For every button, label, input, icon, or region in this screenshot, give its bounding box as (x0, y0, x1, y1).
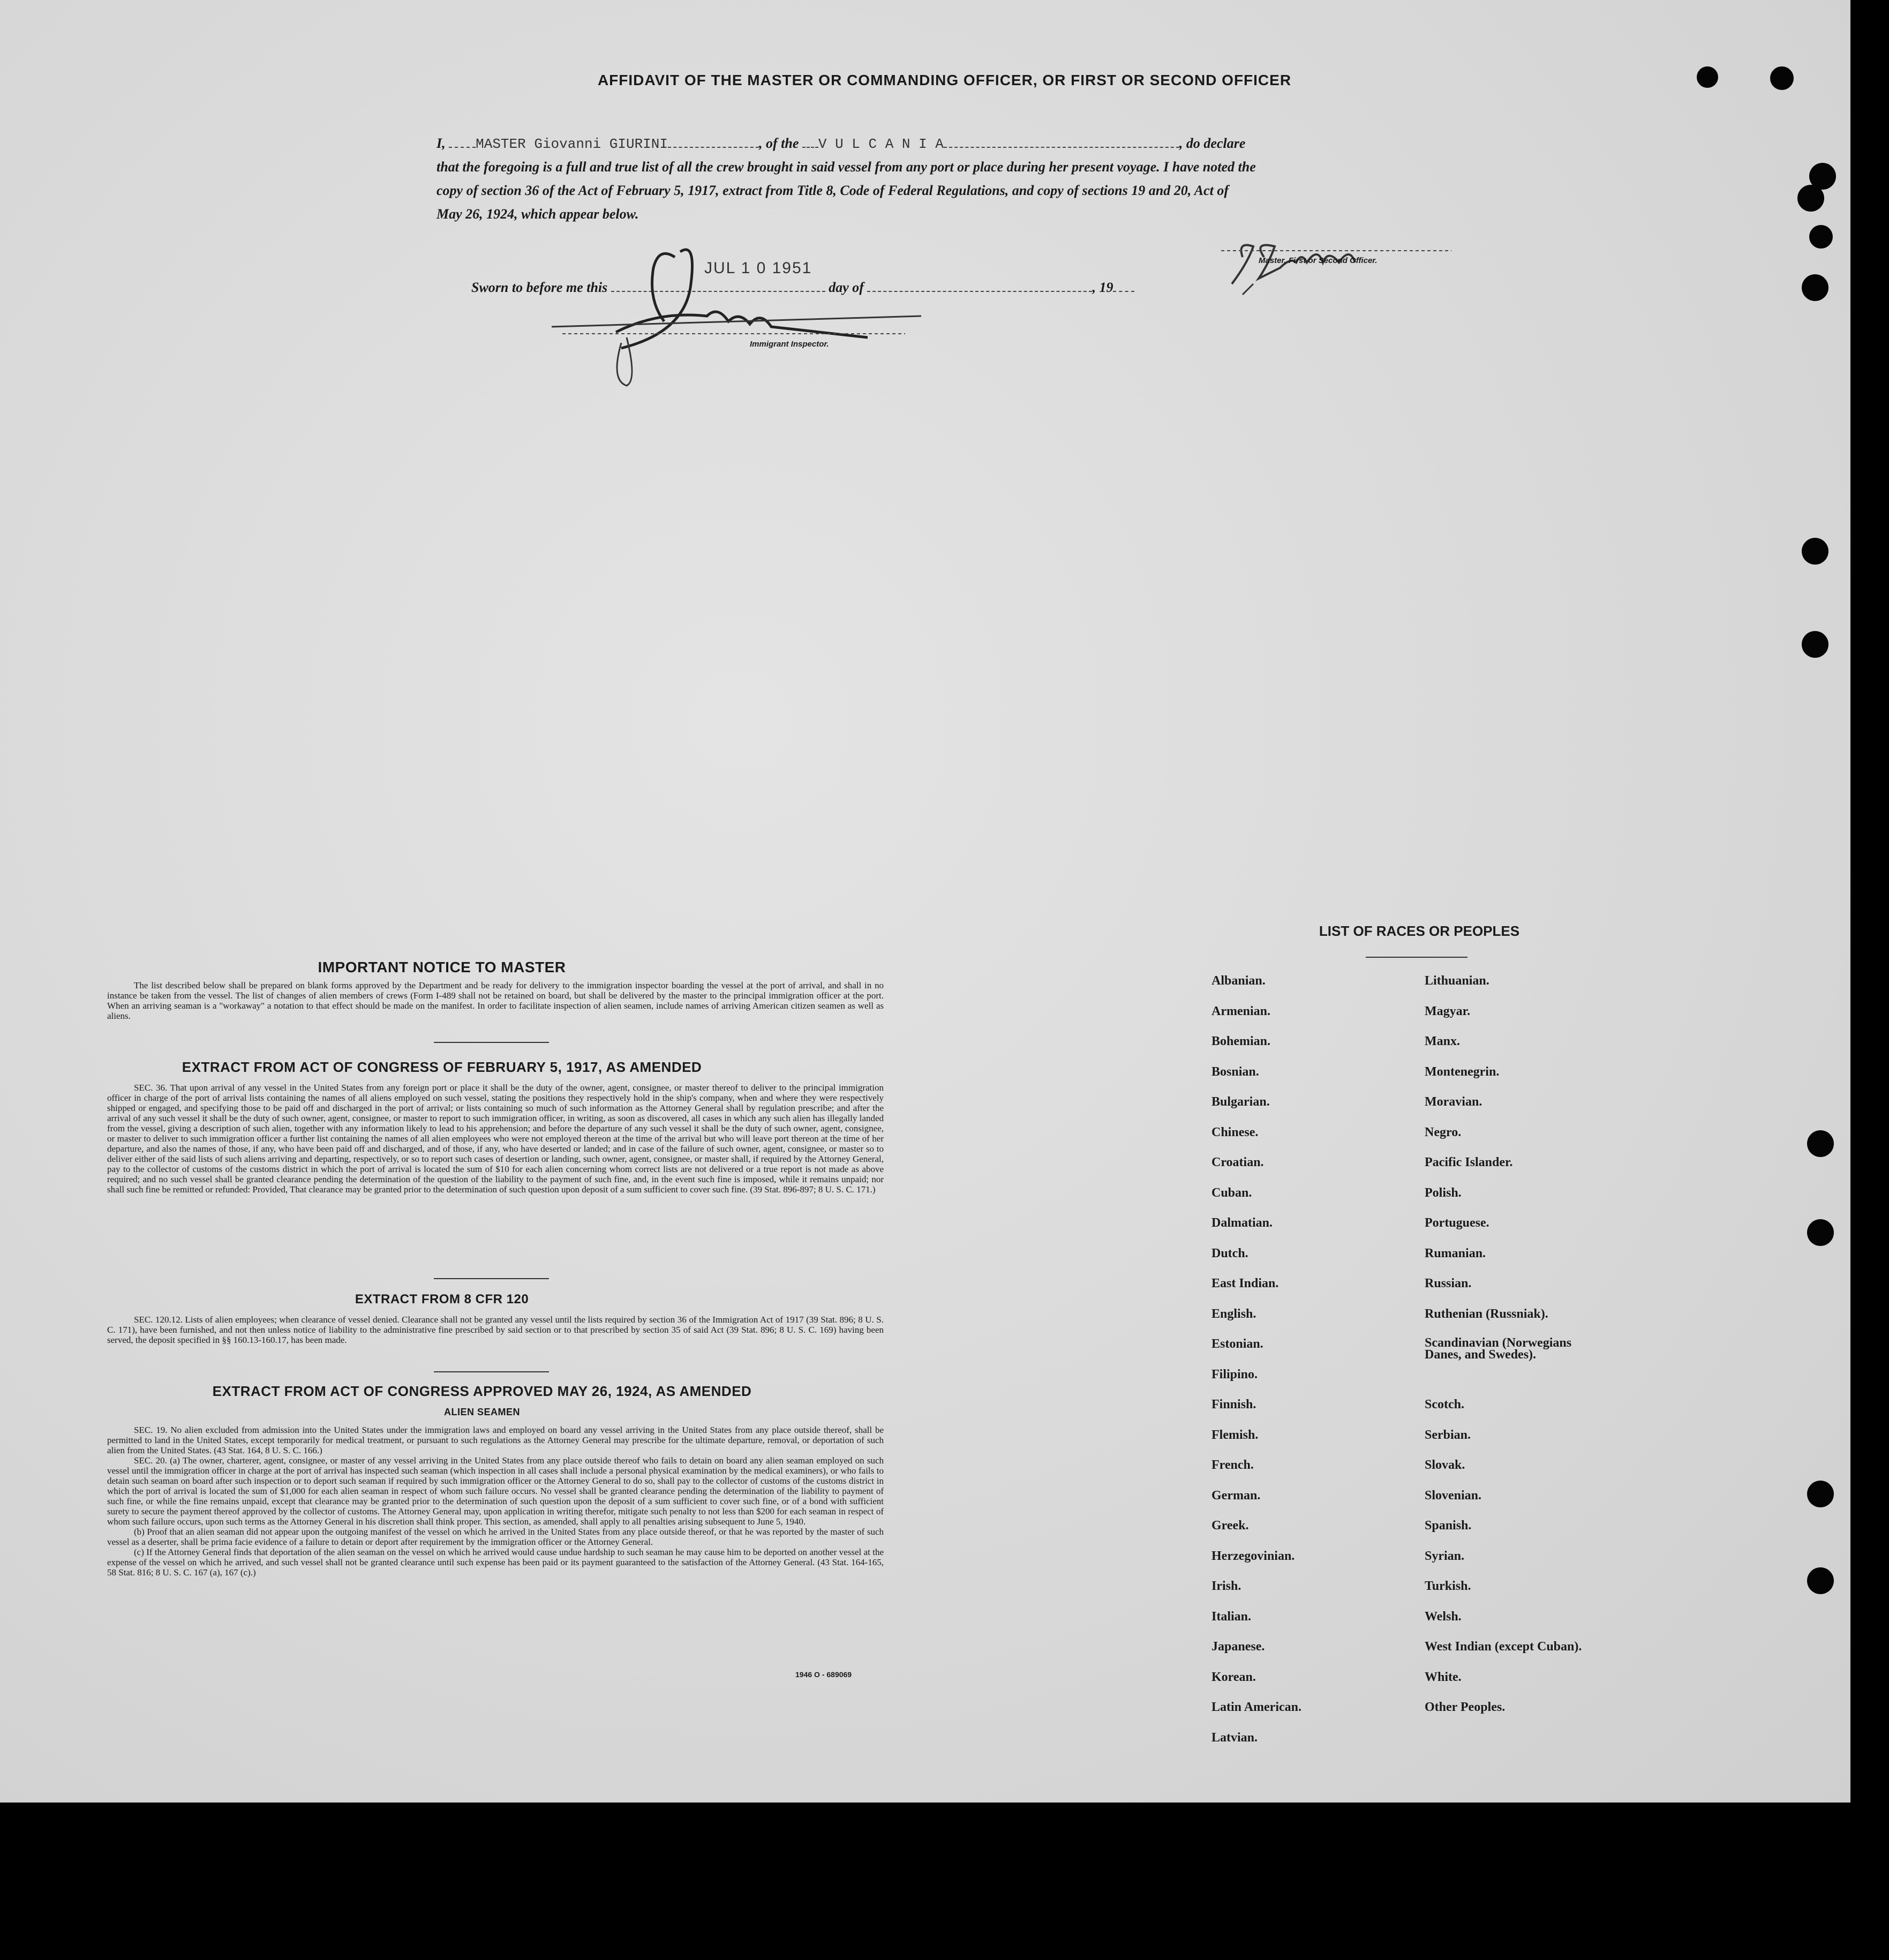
race-item: Cuban. (1211, 1185, 1252, 1200)
extract-1917-title: EXTRACT FROM ACT OF CONGRESS OF FEBRUARY 5, 1917, AS AMENDED (182, 1059, 702, 1075)
race-item: Dalmatian. (1211, 1216, 1273, 1230)
race-item: Armenian. (1211, 1004, 1270, 1018)
officer-name: MASTER Giovanni GIURINI (476, 136, 668, 152)
section-20a: SEC. 20. (a) The owner, charterer, agent, consignee, or master of any vessel arriving in the United States from any place outside thereof who fails to detain on board any alien seaman employed on such vessel until the immigration officer in charge at the port of arrival has inspected such seaman (which inspection in all cases shall include a personal physical examination by the medical examiners), or who fails to detain such seaman on board after such inspection or to deport such seaman if required by such immigration officer or the Attorney General to do so, shall pay to the collector of customs of the customs district in which the port of arrival is located the sum of $1,000 for each alien seaman in respect of whom such failure occurs. No vessel shall be granted clearance pending the determination of the liability to payment of such fine, or while the fine remains unpaid, except that clearance may be granted prior to the determination of such question upon the deposit of a sum sufficient to cover such fine, or of a bond with sufficient surety to secure the payment thereof approved by the collector of customs. The Attorney General may, upon application in writing therefor, mitigate such penalty to not less than $200 for each seaman in respect of whom such failure occurs, upon such terms as the Attorney General in his discretion shall think proper. This section, as amended, shall apply to all penalties arising subsequent to June 5, 1940. (107, 1455, 884, 1527)
race-item: West Indian (except Cuban). (1425, 1640, 1582, 1654)
race-item: Slovenian. (1425, 1488, 1482, 1503)
race-item: Greek. (1211, 1519, 1249, 1533)
race-item: Russian. (1425, 1276, 1472, 1290)
notice-title: IMPORTANT NOTICE TO MASTER (318, 959, 566, 975)
punch-hole (1807, 1567, 1834, 1594)
affidavit-line-3: copy of section 36 of the Act of February 5, 1917, extract from Title 8, Code of Federal Regulations, and copy of sections 19 and 20, Act of (436, 183, 1229, 198)
affidavit-line-4: May 26, 1924, which appear below. (436, 206, 639, 222)
race-item: Serbian. (1425, 1428, 1471, 1442)
race-item: Manx. (1425, 1034, 1460, 1048)
punch-hole (1807, 1219, 1834, 1246)
race-item: Ruthenian (Russniak). (1425, 1306, 1548, 1321)
race-item: German. (1211, 1488, 1261, 1503)
race-item: Rumanian. (1425, 1246, 1486, 1260)
race-item: Italian. (1211, 1609, 1252, 1624)
race-item: Montenegrin. (1425, 1064, 1500, 1079)
do-declare-label: , do declare (1179, 136, 1246, 151)
race-item: Chinese. (1211, 1125, 1259, 1139)
races-column-1 (1211, 974, 1301, 1761)
divider (434, 1278, 549, 1279)
race-item: Other Peoples. (1425, 1700, 1506, 1714)
race-item: Spanish. (1425, 1519, 1472, 1533)
race-item: French. (1211, 1458, 1254, 1472)
extract-1924-body (107, 1425, 884, 1578)
print-code: 1946 O - 689069 (795, 1670, 852, 1679)
race-item: Portuguese. (1425, 1216, 1489, 1230)
race-item: Magyar. (1425, 1004, 1471, 1018)
extract-1924-title: EXTRACT FROM ACT OF CONGRESS APPROVED MAY 26, 1924, AS AMENDED (212, 1383, 752, 1399)
race-item: Polish. (1425, 1185, 1462, 1200)
inspector-caption: Immigrant Inspector. (750, 340, 829, 349)
affidavit-title: AFFIDAVIT OF THE MASTER OR COMMANDING OFFICER, OR FIRST OR SECOND OFFICER (597, 72, 1292, 88)
race-item: Flemish. (1211, 1428, 1259, 1442)
punch-hole (1807, 1130, 1834, 1157)
race-item: English. (1211, 1306, 1256, 1321)
master-signature (1221, 225, 1462, 305)
year-label: , 19 (1092, 280, 1113, 295)
race-item: Irish. (1211, 1579, 1241, 1593)
master-caption: Master, First or Second Officer. (1259, 256, 1378, 265)
inspector-signature (536, 225, 921, 402)
race-item: Latin American. (1211, 1700, 1301, 1714)
race-item: Japanese. (1211, 1640, 1265, 1654)
race-item: Scandinavian (Norwegians Danes, and Swedes). (1425, 1336, 1572, 1362)
date-stamp: JUL 1 0 1951 (704, 259, 812, 277)
punch-hole (1802, 538, 1828, 565)
affidavit-line-1 (436, 132, 1454, 156)
day-of-label: day of (829, 280, 864, 295)
race-item (1425, 1368, 1601, 1398)
race-item: Welsh. (1425, 1609, 1462, 1624)
race-item: Estonian. (1211, 1337, 1263, 1351)
sworn-label: Sworn to before me this (471, 280, 608, 295)
race-item: Korean. (1211, 1670, 1256, 1684)
race-item: White. (1425, 1670, 1462, 1684)
section-19: SEC. 19. No alien excluded from admission into the United States under the immigration laws and employed on board any vessel arriving in the United States from any place outside thereof, shall be permitted to land in the United States, except temporarily for medical treatment, or pursuant to such regulations as the Attorney General may prescribe for the ultimate departure, removal, or deportation of such alien from the United States. (43 Stat. 164, 8 U. S. C. 166.) (107, 1425, 884, 1455)
extract-cfr-title: EXTRACT FROM 8 CFR 120 (355, 1292, 529, 1306)
punch-hole (1797, 185, 1824, 212)
i-label: I, (436, 136, 446, 151)
race-item: East Indian. (1211, 1276, 1279, 1290)
race-item: Herzegovinian. (1211, 1549, 1295, 1563)
of-the-label: , of the (758, 136, 799, 151)
race-item: Croatian. (1211, 1155, 1264, 1169)
race-item: Turkish. (1425, 1579, 1471, 1593)
extract-1917-body: SEC. 36. That upon arrival of any vessel in the United States from any foreign port or place it shall be the duty of the owner, agent, consignee, or master thereof to deliver to the principal immigration officer in charge of the port of arrival lists containing the names of all aliens employed on such vessel, stating the positions they respectively hold in the ship's company, when and where they were respectively shipped or engaged, and specifying those to be paid off and discharged in the port of arrival; or lists containing so much of such information as the Attorney General shall by regulation prescribe; and after the arrival of any such vessel it shall be the duty of such owner, agent, consignee, or master to report to such immigration officer, in writing, as soon as discovered, all cases in which any such alien has illegally landed from the vessel, giving a description of such alien, together with any information likely to lead to his apprehension; and before the departure of any such vessel it shall be the duty of such owner, agent, consignee, or master to deliver to such immigration officer a further list containing the names of all alien employees who were not employed thereon at the time of the arrival but who will leave port thereon at the time of her departure, and also the names of those, if any, who have been paid off and discharged, and of those, if any, who have deserted or landed; and in case of the failure of such owner, agent, consignee, or master so to deliver either of the said lists of such aliens arriving and departing, respectively, or so to report such cases of desertion or landing, such owner, agent, consignee, or master shall, if required by the Attorney General, pay to the collector of customs of the customs district in which the port of arrival is located the sum of $10 for each alien concerning whom correct lists are not delivered or a true report is not made as above required; and no such vessel shall be granted clearance pending the determination of the question of the liability to the payment of such fine, and, in the event such fine is imposed, while it remains unpaid; nor shall such fine be remitted or refunded: Provided, That clearance may be granted prior to the determination of such question upon deposit of a sum sufficient to cover such fine. (39 Stat. 896-897; 8 U. S. C. 171.) (107, 1083, 884, 1195)
race-item: Pacific Islander. (1425, 1155, 1513, 1169)
vessel-name: V U L C A N I A (818, 136, 944, 152)
race-item: Negro. (1425, 1125, 1462, 1139)
divider (434, 1042, 549, 1043)
punch-hole (1802, 274, 1828, 301)
divider (434, 1371, 549, 1372)
race-item: Bulgarian. (1211, 1095, 1270, 1109)
punch-hole (1807, 1481, 1834, 1507)
race-item: Latvian. (1211, 1730, 1258, 1745)
punch-hole (1809, 225, 1833, 249)
race-item: Moravian. (1425, 1095, 1482, 1109)
section-20c: (c) If the Attorney General finds that deportation of the alien seaman on the vessel on which he arrived would cause undue hardship to such seaman he may cause him to be deported on another vessel at the expense of the vessel on which he arrived, and such vessel shall not be granted clearance until such expense has been paid or its payment guaranteed to the satisfaction of the Attorney General. (43 Stat. 164-165, 58 Stat. 816; 8 U. S. C. 167 (a), 167 (c).) (107, 1547, 884, 1578)
affidavit-line-2: that the foregoing is a full and true list of all the crew brought in said vessel from any port or place during her present voyage. I have noted the (436, 159, 1256, 175)
race-item: Syrian. (1425, 1549, 1465, 1563)
punch-hole (1802, 631, 1828, 658)
race-item: Finnish. (1211, 1398, 1256, 1411)
race-item: Slovak. (1425, 1458, 1465, 1472)
races-title: LIST OF RACES OR PEOPLES (1319, 923, 1520, 939)
notice-body: The list described below shall be prepared on blank forms approved by the Department and be ready for delivery to the immigration inspector boarding the vessel at the port of arrival, and shall in no instance be taken from the vessel. The list of changes of alien members of crews (Form I-489 shall not be retained on board, but shall be delivered by the master to the principal immigration officer at the port. When an arriving seaman is a "workaway" a notation to that effect should be made on the manifest. In order to facilitate inspection of alien seamen, include names of arriving American citizen seamen as well as aliens. (107, 980, 884, 1021)
race-item: Bohemian. (1211, 1034, 1271, 1048)
race-item: Lithuanian. (1425, 974, 1489, 988)
section-20b: (b) Proof that an alien seaman did not appear upon the outgoing manifest of the vessel on which he arrived in the United States from any place outside thereof, or that he was reported by the master of such vessel as a deserter, shall be prima facie evidence of a failure to detain or deport after requirement by the immigration officer or the Attorney General. (107, 1527, 884, 1547)
race-item: Filipino. (1211, 1367, 1258, 1381)
race-item: Bosnian. (1211, 1064, 1259, 1079)
divider (1366, 957, 1467, 958)
race-item: Dutch. (1211, 1246, 1248, 1260)
race-item: Scotch. (1425, 1398, 1464, 1411)
races-column-2 (1425, 974, 1601, 1731)
extract-cfr-body: SEC. 120.12. Lists of alien employees; when clearance of vessel denied. Clearance shall not be granted any vessel until the lists required by section 36 of the Immigration Act of 1917 (39 Stat. 896; 8 U. S. C. 171), have been furnished, and not then unless notice of liability to the administrative fine prescribed by said section or to that prescribed by section 35 of said Act (39 Stat. 896; 8 U. S. C. 169) having been served, the deposit specified in §§ 160.13-160.17, has been made. (107, 1315, 884, 1345)
alien-seamen-subtitle: ALIEN SEAMEN (443, 1407, 520, 1417)
race-item: Albanian. (1211, 974, 1266, 988)
